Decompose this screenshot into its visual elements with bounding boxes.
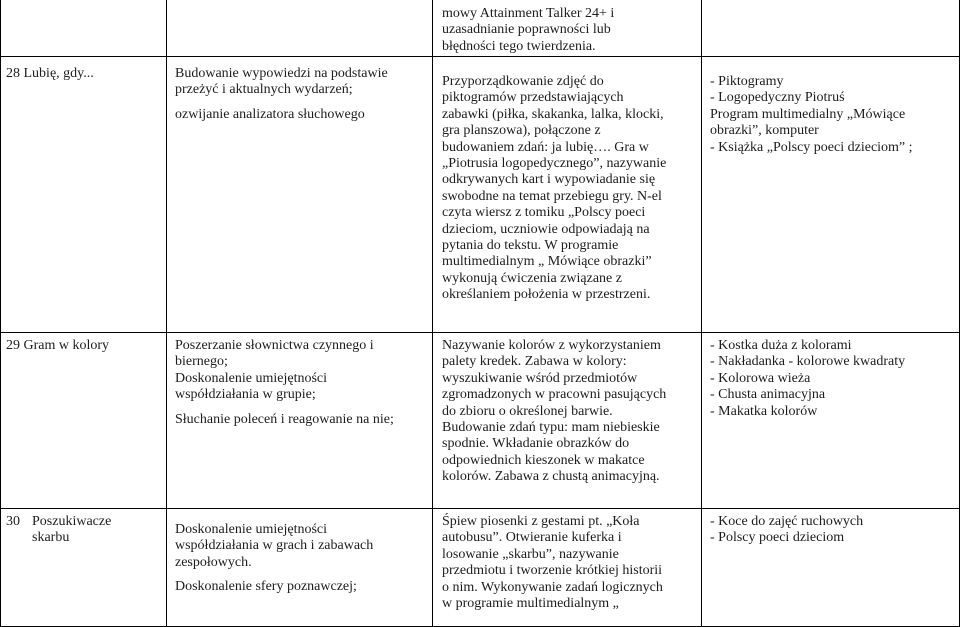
column-border [701, 0, 702, 627]
column-border [432, 0, 433, 627]
text-line: zgromadzonych w pracowni pasujących [442, 387, 667, 403]
row-border [0, 56, 960, 57]
text-line: Przyporządkowanie zdjęć do [442, 74, 604, 89]
text-line: gra planszowa), połączone z [442, 123, 601, 139]
text-line: Budowanie zdań typu: mam niebieskie [442, 420, 660, 436]
text-line: palety kredek. Zabawa w kolory: [442, 354, 627, 370]
lesson-goals [175, 66, 427, 123]
text-line: czyta wiersz z tomiku „Polscy poeci [442, 205, 646, 221]
text-line: - Kostka duża z kolorami [710, 338, 852, 353]
text-line: „Piotrusia logopedycznego”, nazywanie [442, 156, 667, 172]
text-line: określaniem położenia w przestrzeni. [442, 287, 651, 303]
text-line: Śpiew piosenki z gestami pt. „Koła [442, 514, 640, 529]
text-line: - Logopedyczny Piotruś [710, 90, 845, 106]
lesson-goals [175, 522, 427, 596]
row-border [0, 332, 960, 333]
lesson-materials [710, 514, 956, 547]
text-line: pytania do tekstu. W programie [442, 238, 619, 254]
lesson-number-topic [6, 66, 164, 82]
text-line: zabawki (piłka, skakanka, lalka, klocki, [442, 106, 664, 122]
lesson-activities [442, 338, 698, 486]
text-line: przedmiotu i tworzenie krótkiej historii [442, 563, 663, 579]
lesson-materials [710, 338, 956, 420]
text-line: - Nakładanka - kolorowe kwadraty [710, 354, 906, 370]
text-line: - Chusta animacyjna [710, 387, 826, 403]
text-line: multimedialnym „ Mówiące obrazki” [442, 254, 652, 270]
text-line: losowanie „skarbu”, nazywanie [442, 546, 619, 562]
goal-text: Budowanie wypowiedzi na podstawie przeżyć i aktualnych wydarzeń; [175, 66, 388, 98]
text-line: Słuchanie poleceń i reagowanie na nie; [175, 411, 394, 427]
lesson-number: 29 [6, 338, 20, 353]
text-line: - Koce do zajęć ruchowych [710, 514, 864, 529]
text-line: spodnie. Wkładanie obrazków do [442, 436, 630, 452]
lesson-activities [442, 74, 698, 304]
text-line: - Makatka kolorów [710, 403, 818, 419]
lesson-number-topic [6, 514, 164, 547]
lesson-topic: Gram w kolory [23, 338, 110, 353]
lesson-materials [710, 74, 956, 156]
lesson-topic: Lubię, gdy... [23, 66, 94, 81]
text-line: - Książka „Polscy poeci dzieciom” ; [710, 139, 913, 155]
lesson-number-topic [6, 338, 164, 354]
text-line: autobusu”. Otwieranie kuferka i [442, 530, 622, 546]
text-line: w programie multimedialnym „ [442, 596, 619, 612]
text-line: - Piktogramy [710, 74, 784, 89]
text-line: o nim. Wykonywanie zadań logicznych [442, 579, 663, 595]
text-line: dzieciom, uczniowie odpowiadają na [442, 221, 650, 237]
text-line: odkrywanych kart i wypowiadanie się [442, 172, 656, 188]
text-line: mowy Attainment Talker 24+ i [442, 6, 615, 21]
text-line: uzasadnianie poprawności lub [442, 22, 611, 38]
lesson-goals [175, 338, 427, 428]
lesson-activities [442, 514, 698, 612]
text-line: Nazywanie kolorów z wykorzystaniem [442, 338, 661, 353]
text-line: Doskonalenie umiejętności [175, 522, 328, 537]
lesson-number: 28 [6, 66, 20, 81]
text-line: wykonują ćwiczenia związane z [442, 270, 622, 286]
text-line: piktogramów przedstawiających [442, 90, 624, 106]
text-line: Poszerzanie słownictwa czynnego i [175, 338, 374, 353]
text-line: biernego; [175, 354, 228, 370]
text-line: - Polscy poeci dzieciom [710, 530, 845, 546]
text-line: budowaniem zdań: ja lubię…. Gra w [442, 139, 649, 155]
text-line: współdziałania w grupie; [175, 387, 316, 403]
text-line: wyszukiwanie wśród przedmiotów [442, 370, 638, 386]
lesson-number: 30 [6, 514, 20, 529]
text-line: do zbioru o określonej barwie. [442, 403, 613, 419]
text-line: Doskonalenie umiejętności [175, 370, 328, 386]
goal-text: ozwijanie analizatora słuchowego [175, 106, 365, 122]
text-line: obrazki”, komputer [710, 123, 819, 139]
text-line: Program multimedialny „Mówiące [710, 106, 906, 122]
text-line: - Kolorowa wieża [710, 370, 811, 386]
text-line: współdziałania w grach i zabawach [175, 538, 374, 554]
lesson-topic: skarbu [32, 530, 70, 546]
activities-continuation [442, 6, 698, 55]
text-line: zespołowych. [175, 554, 252, 570]
column-border [0, 0, 1, 627]
text-line: błędności tego twierdzenia. [442, 38, 596, 54]
text-line: odpowiednich kieszonek w makatce [442, 452, 645, 468]
text-line: kolorów. Zabawa z chustą animacyjną. [442, 469, 660, 485]
column-border [166, 0, 167, 627]
text-line: Doskonalenie sfery poznawczej; [175, 579, 357, 595]
lesson-topic: Poszukiwacze [32, 514, 112, 529]
text-line: swobodne na temat przebiegu gry. N-el [442, 188, 662, 204]
row-border [0, 508, 960, 509]
